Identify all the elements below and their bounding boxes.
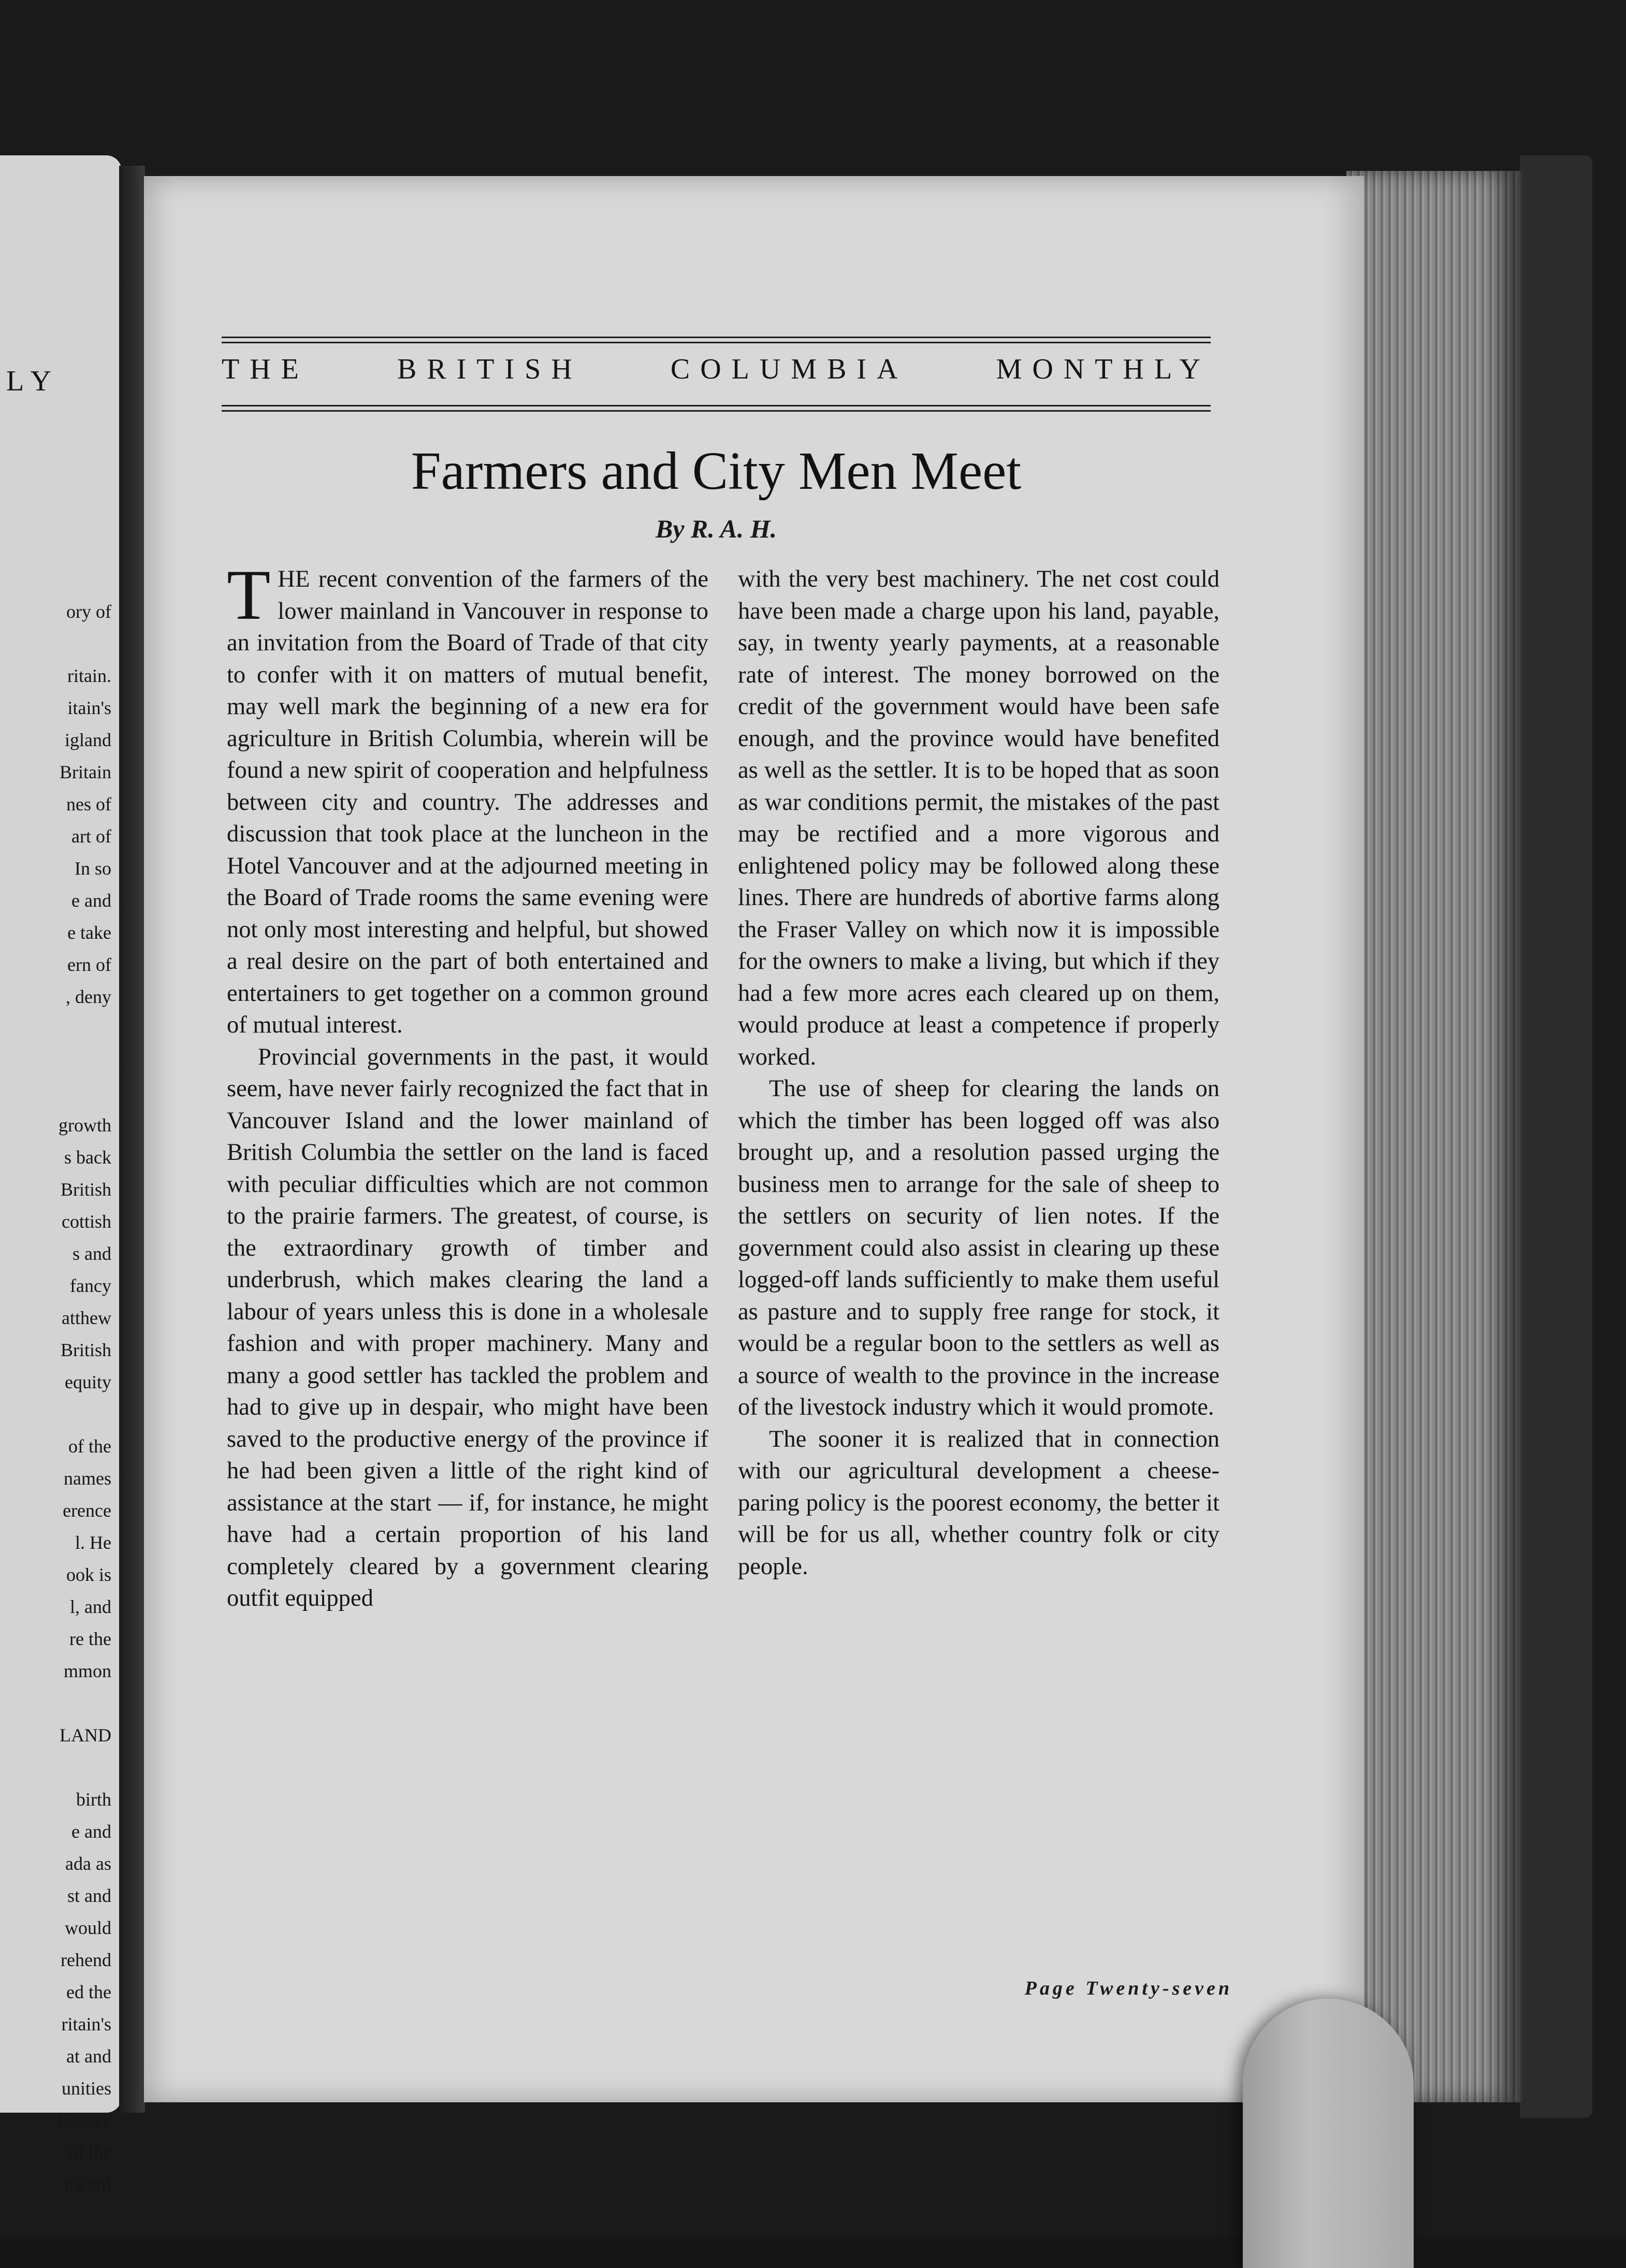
previous-page-line-end: itain's [67, 697, 111, 718]
previous-page-line-end: of the [68, 1436, 111, 1457]
previous-page-line-end: ada as [65, 1853, 111, 1874]
previous-page-line-end: nes of [66, 794, 111, 815]
previous-page-line-end: cottish [62, 1211, 111, 1232]
previous-page-line-end: ritain's [61, 2014, 111, 2034]
previous-page-line-end: , deny [66, 986, 111, 1007]
previous-page-line-end: e take [67, 922, 111, 943]
previous-page-line-end: at and [66, 2046, 111, 2067]
previous-page-line-end: fancy [70, 1275, 111, 1296]
previous-page-line-end: birth [76, 1789, 111, 1810]
running-head [222, 346, 1211, 392]
previous-page-line-end: l. He [75, 1532, 111, 1553]
header-rule-top [222, 337, 1211, 338]
running-head-word: BRITISH [397, 353, 583, 385]
previous-page-line-end: itward [64, 2174, 111, 2195]
article-title: Farmers and City Men Meet [411, 441, 1022, 501]
drop-cap: T [227, 555, 271, 634]
previous-page-line-end: of the [68, 2142, 111, 2163]
header-rule-bottom-inner [222, 405, 1211, 406]
previous-page-line-end: igland [65, 730, 111, 750]
header-rule-top-inner [222, 342, 1211, 343]
previous-page-line-end: ritain. [67, 665, 111, 686]
previous-page-line-end: ficance [57, 2110, 111, 2131]
article-column-left [227, 555, 708, 1615]
running-head-word: COLUMBIA [670, 353, 908, 385]
previous-page-line-end: s and [72, 1243, 111, 1264]
previous-page-line-end: In so [75, 858, 111, 879]
header-rule-bottom [222, 410, 1211, 412]
article-byline: By R. A. H. [655, 514, 777, 543]
previous-page-header-fragment: LY [6, 365, 61, 397]
previous-page-line-end: names [64, 1468, 111, 1489]
previous-page-line-end: atthew [62, 1307, 111, 1328]
book-gutter [119, 166, 145, 2113]
previous-page-line-end: British [60, 1340, 111, 1360]
previous-page-line-end: st and [67, 1885, 111, 1906]
previous-page-line-end: ed the [66, 1982, 111, 2002]
article-paragraph: The sooner it is realized that in connection with our agricultural development a cheese-paring policy is the poorest economy, the better it will be for us all, whether country folk or city people. [738, 1426, 1220, 1580]
book-back-cover [1520, 155, 1592, 2118]
previous-page-line-end: unities [62, 2078, 111, 2099]
previous-page-line-end: ory of [66, 601, 111, 622]
previous-page-line-end: Britain [60, 762, 111, 782]
previous-page-line-end: erence [63, 1500, 111, 1521]
page-holder-paddle [1243, 1999, 1414, 2268]
book-page-edges [1346, 171, 1522, 2102]
article-paragraph: with the very best machinery. The net cost could have been made a charge upon his land, payable, say, in twenty yearly payments, at a reasonable rate of interest. The money borrowed on the credit of the government would have been safe enough, and the province would have benefited as well as the settler. It is to be hoped that as soon as war conditions permit, the mistakes of the past may be rectified and a more vigorous and enlightened policy may be followed along these lines. There are hundreds of abortive farms along the Fraser Valley on which now it is impossible for the owners to make a living, but which if they had a few more acres each cleared up on them, would produce at least a competence if properly worked. [738, 566, 1220, 1070]
paragraph-text: HE recent convention of the farmers of the lower mainland in Vancouver in response to an invitation from the Board of Trade of that city to confer with it on matters of mutual benefit, may well mark the beginning of a new era for agriculture in British Columbia, wherein will be found a new spirit of cooperation and helpfulness between city and country. The addresses and discussion that took place at the luncheon in the Hotel Vancouver and at the adjourned meeting in the Board of Trade rooms the same evening were not only most interesting and helpful, but showed a real desire on the part of both entertained and entertainers to get together on a common ground of mutual interest. [227, 566, 708, 1038]
page-number: Page Twenty-seven [1024, 1978, 1232, 1999]
previous-page-line-end: equity [65, 1372, 111, 1392]
article-paragraph: The use of sheep for clearing the lands on which the timber has been logged off was also brought up, and a resolution passed urging the business men to arrange for the sale of sheep to the settlers on security of lien notes. If the government could also assist in clearing up these logged-off lands sufficiently to make them useful as pasture and to supply free range for stock, it would be a regular boon to the settlers as well as a source of wealth to the province in the increase of the livestock industry which it would promote. [738, 1075, 1220, 1420]
previous-page-line-end: ern of [67, 954, 111, 975]
previous-page-line-end: would [65, 1917, 111, 1938]
previous-page-line-end: mmon [63, 1661, 111, 1681]
previous-page-line-end: art of [71, 826, 111, 847]
article-column-right [738, 563, 1220, 1582]
previous-page-line-end: growth [59, 1115, 111, 1136]
previous-page-line-end: ook is [66, 1564, 111, 1585]
previous-page-line-end: rehend [61, 1950, 111, 1970]
previous-page-fragment [0, 155, 122, 2195]
article-paragraph: Provincial governments in the past, it would seem, have never fairly recognized the fact that in Vancouver Island and the lower mainland of British Columbia the settler on the land is faced with peculiar difficulties which are not common to the prairie farmers. The greatest, of course, is the extraordinary growth of timber and underbrush, which makes clearing the land a labour of years unless this is done in a wholesale fashion and with proper machinery. Many and many a good settler has tackled the problem and had to give up in despair, who might have been saved to the productive energy of the province if he had been given a little of the right kind of assistance at the start — if, for instance, he might have had a certain proportion of his land completely cleared by a government clearing outfit equipped [227, 1043, 708, 1611]
previous-page-line-end: LAND [60, 1725, 111, 1746]
previous-page-line-end: s back [64, 1147, 111, 1168]
running-head-word: THE [222, 353, 309, 385]
previous-page-line-end: e and [71, 890, 111, 911]
previous-page-line-end: e and [71, 1821, 111, 1842]
running-head-word: MONTHLY [996, 353, 1211, 385]
previous-page-line-end: British [60, 1179, 111, 1200]
article-paragraph [227, 555, 708, 1041]
previous-page-line-end: re the [69, 1629, 111, 1649]
previous-page-line-end: l, and [70, 1596, 111, 1617]
